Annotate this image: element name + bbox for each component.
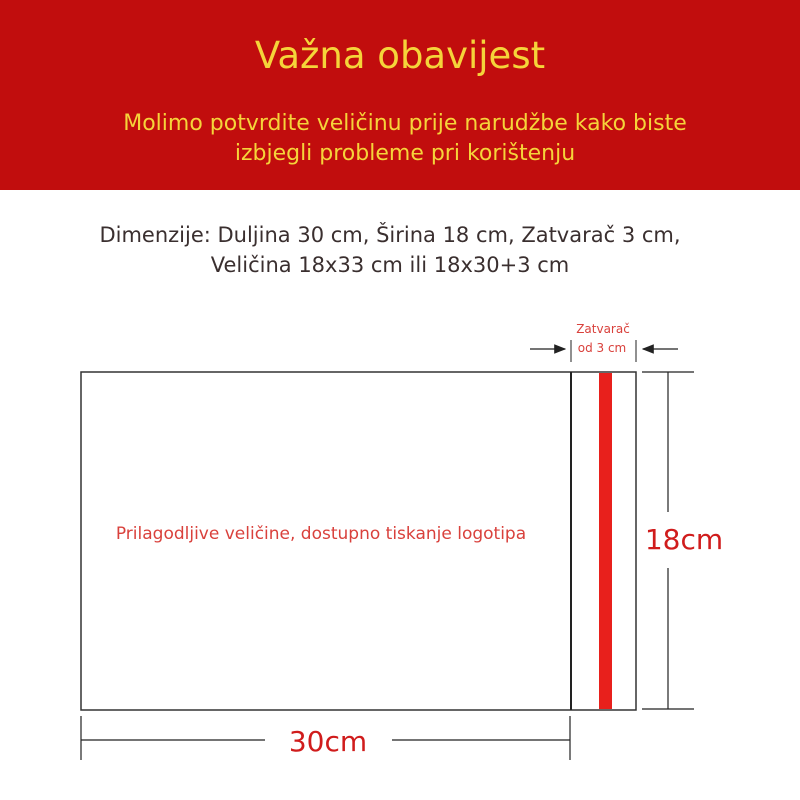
dimensions-line-1: Dimenzije: Duljina 30 cm, Širina 18 cm, Zatvarač 3 cm,	[99, 223, 681, 247]
closure-label-1: Zatvarač	[576, 322, 630, 336]
closure-label-2: od 3 cm	[577, 341, 627, 355]
dimensions-line-2: Veličina 18x33 cm ili 18x30+3 cm	[210, 253, 570, 277]
customization-note: Prilagodljive veličine, dostupno tiskanje logotipa	[115, 524, 527, 544]
seal-strip	[599, 373, 612, 709]
notice-subtitle: Molimo potvrdite veličinu prije narudžbe kako biste izbjegli probleme pri korištenju	[123, 111, 687, 166]
width-label: 18cm	[644, 523, 724, 556]
notice-title: Važna obavijest	[254, 34, 546, 77]
length-label: 30cm	[288, 725, 368, 758]
